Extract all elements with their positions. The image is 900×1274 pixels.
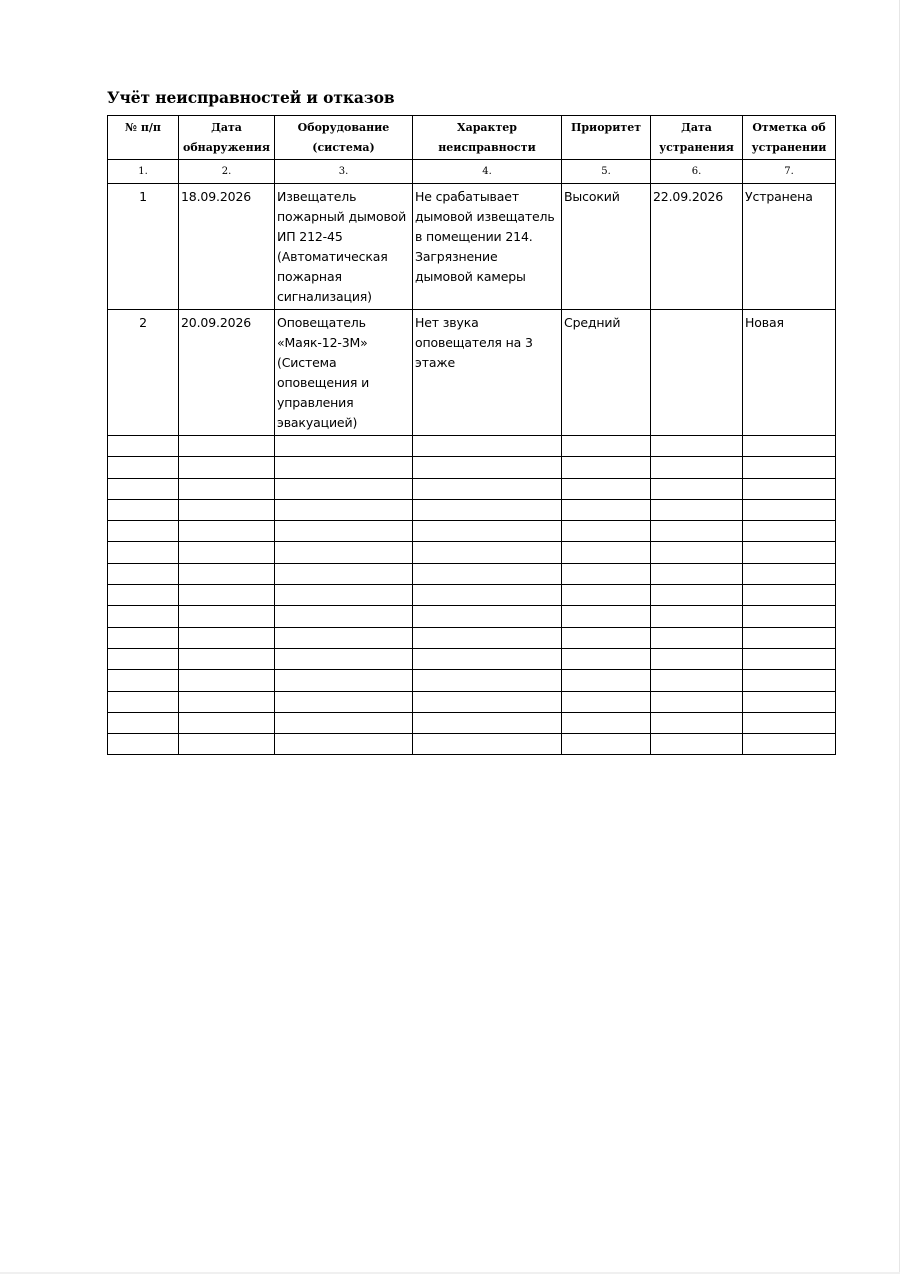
- empty-cell: [413, 606, 562, 627]
- empty-cell: [179, 648, 275, 669]
- empty-cell: [108, 542, 179, 563]
- cell-fault: Нет звука оповещателя на 3 этаже: [413, 310, 562, 436]
- cell-no: 2: [108, 310, 179, 436]
- empty-cell: [179, 691, 275, 712]
- empty-cell: [743, 563, 836, 584]
- empty-cell: [743, 521, 836, 542]
- empty-cell: [562, 478, 651, 499]
- empty-cell: [651, 499, 743, 520]
- empty-cell: [413, 648, 562, 669]
- empty-row: [108, 734, 836, 755]
- empty-cell: [275, 478, 413, 499]
- cell-date-fixed: 22.09.2026: [651, 184, 743, 310]
- empty-cell: [413, 542, 562, 563]
- table-row: [108, 310, 836, 436]
- empty-cell: [651, 712, 743, 733]
- empty-cell: [651, 734, 743, 755]
- document-title: Учёт неисправностей и отказов: [107, 88, 395, 107]
- empty-cell: [562, 499, 651, 520]
- empty-cell: [179, 627, 275, 648]
- empty-cell: [108, 436, 179, 457]
- empty-cell: [275, 712, 413, 733]
- empty-cell: [413, 627, 562, 648]
- empty-cell: [562, 734, 651, 755]
- empty-row: [108, 627, 836, 648]
- empty-cell: [413, 691, 562, 712]
- empty-cell: [743, 457, 836, 478]
- column-number: 1.: [108, 160, 179, 184]
- empty-cell: [562, 542, 651, 563]
- empty-cell: [413, 521, 562, 542]
- empty-cell: [275, 457, 413, 478]
- cell-fault: Не срабатывает дымовой извещатель в помещении 214. Загрязнение дымовой камеры: [413, 184, 562, 310]
- header-cell-priority: Приоритет: [562, 116, 651, 160]
- header-cell-status: Отметка об устранении: [743, 116, 836, 160]
- empty-cell: [562, 457, 651, 478]
- empty-cell: [275, 606, 413, 627]
- column-number-row: [108, 160, 836, 184]
- empty-cell: [275, 521, 413, 542]
- empty-cell: [179, 606, 275, 627]
- cell-status: Новая: [743, 310, 836, 436]
- empty-cell: [179, 457, 275, 478]
- empty-row: [108, 478, 836, 499]
- cell-equipment: Извещатель пожарный дымовой ИП 212-45 (Автоматическая пожарная сигнализация): [275, 184, 413, 310]
- empty-cell: [108, 712, 179, 733]
- column-number: 2.: [179, 160, 275, 184]
- cell-priority: Средний: [562, 310, 651, 436]
- empty-cell: [179, 585, 275, 606]
- empty-cell: [413, 457, 562, 478]
- empty-cell: [179, 499, 275, 520]
- empty-cell: [108, 691, 179, 712]
- cell-date-fixed: [651, 310, 743, 436]
- header-cell-equipment: Оборудование (система): [275, 116, 413, 160]
- cell-date-found: 18.09.2026: [179, 184, 275, 310]
- empty-cell: [651, 478, 743, 499]
- header-row: [108, 116, 836, 160]
- empty-cell: [562, 521, 651, 542]
- empty-cell: [562, 691, 651, 712]
- empty-cell: [562, 712, 651, 733]
- empty-cell: [651, 585, 743, 606]
- empty-cell: [743, 627, 836, 648]
- empty-row: [108, 563, 836, 584]
- empty-cell: [743, 648, 836, 669]
- empty-row: [108, 648, 836, 669]
- empty-cell: [743, 585, 836, 606]
- header-cell-no: № п/п: [108, 116, 179, 160]
- cell-date-found: 20.09.2026: [179, 310, 275, 436]
- empty-cell: [275, 585, 413, 606]
- empty-cell: [743, 691, 836, 712]
- empty-cell: [179, 542, 275, 563]
- empty-cell: [743, 670, 836, 691]
- empty-cell: [179, 563, 275, 584]
- empty-cell: [743, 436, 836, 457]
- header-cell-date-found: Дата обнаружения: [179, 116, 275, 160]
- empty-cell: [562, 585, 651, 606]
- empty-cell: [179, 734, 275, 755]
- empty-cell: [651, 691, 743, 712]
- column-number: 3.: [275, 160, 413, 184]
- cell-no: 1: [108, 184, 179, 310]
- empty-cell: [651, 542, 743, 563]
- empty-cell: [562, 606, 651, 627]
- column-number: 4.: [413, 160, 562, 184]
- cell-priority: Высокий: [562, 184, 651, 310]
- empty-cell: [275, 542, 413, 563]
- empty-cell: [743, 542, 836, 563]
- empty-cell: [108, 457, 179, 478]
- empty-row: [108, 521, 836, 542]
- header-cell-date-fixed: Дата устранения: [651, 116, 743, 160]
- empty-cell: [743, 712, 836, 733]
- empty-row: [108, 606, 836, 627]
- empty-cell: [108, 648, 179, 669]
- empty-cell: [413, 712, 562, 733]
- column-number: 7.: [743, 160, 836, 184]
- empty-cell: [108, 627, 179, 648]
- empty-cell: [108, 606, 179, 627]
- empty-cell: [651, 606, 743, 627]
- empty-cell: [562, 563, 651, 584]
- header-cell-fault: Характер неисправности: [413, 116, 562, 160]
- empty-row: [108, 670, 836, 691]
- empty-cell: [108, 670, 179, 691]
- empty-cell: [413, 585, 562, 606]
- empty-cell: [108, 563, 179, 584]
- empty-cell: [275, 734, 413, 755]
- empty-row: [108, 436, 836, 457]
- empty-cell: [651, 563, 743, 584]
- empty-cell: [108, 478, 179, 499]
- empty-cell: [562, 648, 651, 669]
- empty-cell: [275, 436, 413, 457]
- empty-cell: [413, 670, 562, 691]
- empty-row: [108, 712, 836, 733]
- empty-cell: [179, 670, 275, 691]
- empty-row: [108, 499, 836, 520]
- empty-cell: [108, 521, 179, 542]
- empty-cell: [179, 712, 275, 733]
- empty-cell: [413, 563, 562, 584]
- empty-cell: [275, 670, 413, 691]
- empty-cell: [179, 521, 275, 542]
- empty-row: [108, 585, 836, 606]
- empty-cell: [413, 499, 562, 520]
- empty-row: [108, 691, 836, 712]
- empty-cell: [275, 691, 413, 712]
- faults-log-table: [107, 115, 836, 755]
- empty-cell: [651, 648, 743, 669]
- empty-cell: [562, 627, 651, 648]
- table-row: [108, 184, 836, 310]
- empty-cell: [651, 436, 743, 457]
- empty-row: [108, 457, 836, 478]
- empty-cell: [108, 585, 179, 606]
- empty-row: [108, 542, 836, 563]
- empty-cell: [275, 499, 413, 520]
- column-number: 5.: [562, 160, 651, 184]
- cell-status: Устранена: [743, 184, 836, 310]
- empty-cell: [743, 606, 836, 627]
- empty-cell: [108, 734, 179, 755]
- empty-cell: [651, 627, 743, 648]
- empty-cell: [413, 478, 562, 499]
- empty-cell: [651, 457, 743, 478]
- empty-cell: [275, 627, 413, 648]
- empty-cell: [413, 436, 562, 457]
- empty-cell: [562, 670, 651, 691]
- empty-cell: [743, 499, 836, 520]
- empty-cell: [651, 521, 743, 542]
- empty-cell: [562, 436, 651, 457]
- empty-cell: [651, 670, 743, 691]
- empty-cell: [743, 478, 836, 499]
- empty-cell: [413, 734, 562, 755]
- column-number: 6.: [651, 160, 743, 184]
- cell-equipment: Оповещатель «Маяк-12-3М» (Система оповещения и управления эвакуацией): [275, 310, 413, 436]
- empty-cell: [108, 499, 179, 520]
- empty-cell: [743, 734, 836, 755]
- empty-cell: [179, 436, 275, 457]
- empty-cell: [179, 478, 275, 499]
- empty-cell: [275, 648, 413, 669]
- empty-cell: [275, 563, 413, 584]
